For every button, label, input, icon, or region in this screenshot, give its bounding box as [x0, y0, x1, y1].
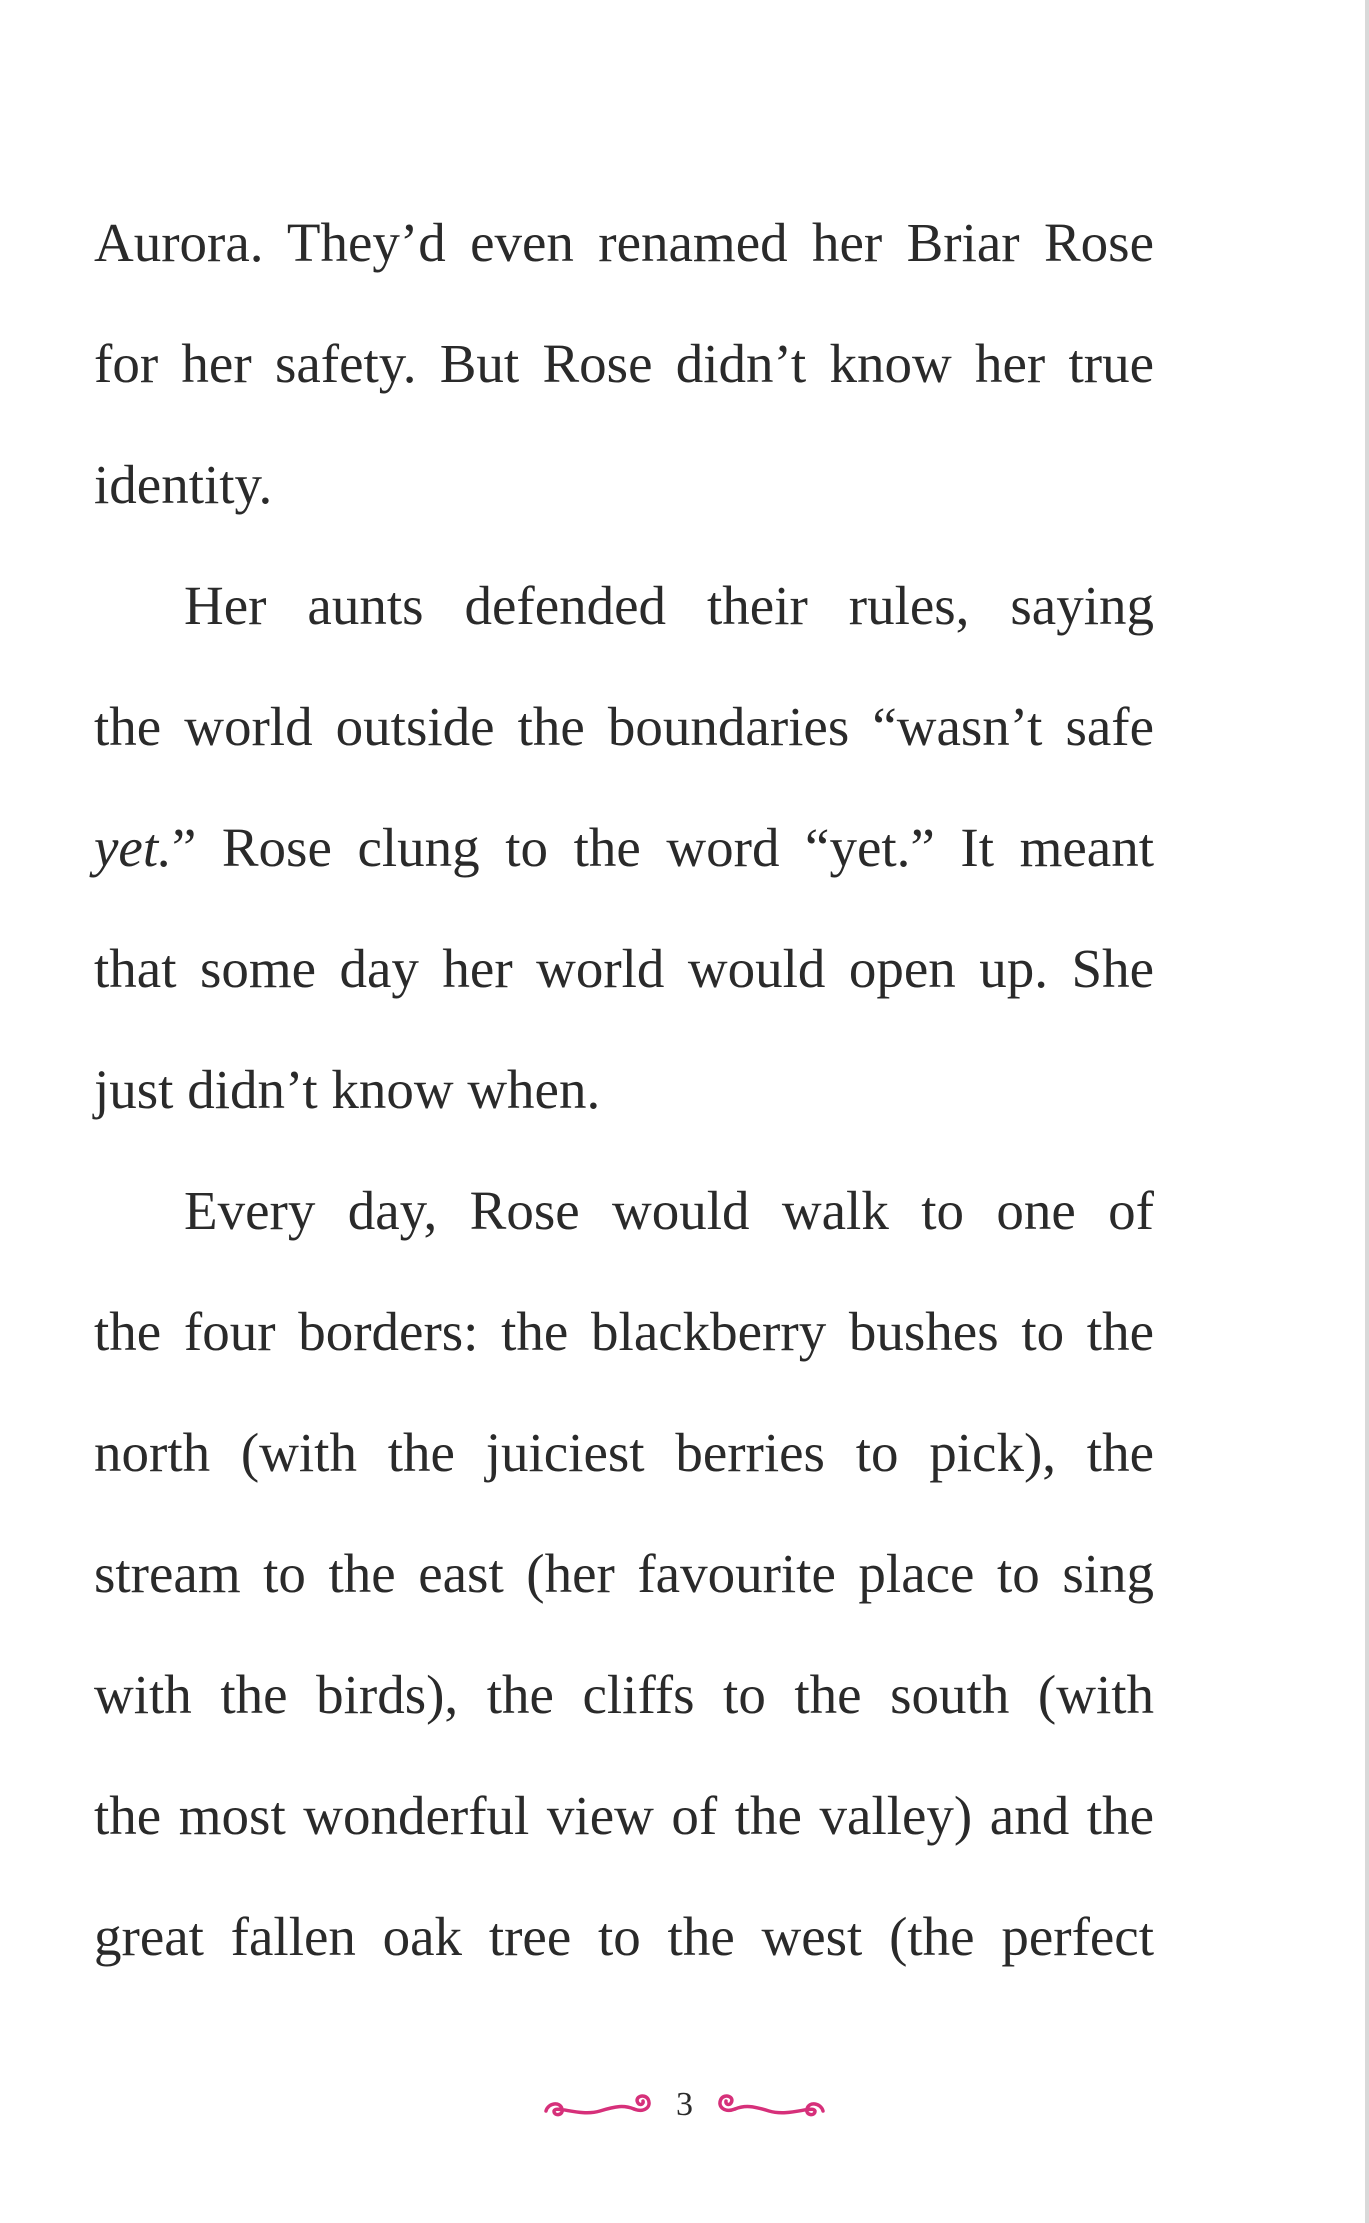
page-footer — [0, 2085, 1369, 2145]
text-line-2: for her safety. But Rose didn’t know her true — [94, 333, 1154, 394]
text-line-3: identity. — [94, 454, 273, 515]
text-line-14: the most wonderful view of the valley) and the — [94, 1785, 1154, 1846]
text-line-10: the four borders: the blackberry bushes to the — [94, 1301, 1154, 1362]
text-line-13: with the birds), the cliffs to the south (with — [94, 1664, 1154, 1725]
text-line-8: just didn’t know when. — [94, 1059, 601, 1120]
italic-word: yet. — [94, 817, 172, 878]
text-line-5: the world outside the boundaries “wasn’t safe — [94, 696, 1154, 757]
swirl-flourish-left-icon — [540, 2085, 658, 2125]
text-line-6 — [94, 808, 1154, 888]
text-line-9: Every day, Rose would walk to one of — [184, 1180, 1154, 1241]
text-line-15: great fallen oak tree to the west (the perfect — [94, 1906, 1154, 1967]
page-number: 3 — [676, 2086, 693, 2123]
text-line-7: that some day her world would open up. She — [94, 938, 1154, 999]
text-line-11: north (with the juiciest berries to pick), the — [94, 1422, 1154, 1483]
text-line-12: stream to the east (her favourite place to sing — [94, 1543, 1154, 1604]
text-line-1: Aurora. They’d even renamed her Briar Rose — [94, 212, 1154, 273]
text-line-6-rest: ” Rose clung to the word “yet.” It meant — [171, 817, 1154, 878]
text-line-4: Her aunts defended their rules, saying — [184, 575, 1154, 636]
swirl-flourish-right-icon — [711, 2085, 829, 2125]
page-edge — [1365, 0, 1369, 2223]
